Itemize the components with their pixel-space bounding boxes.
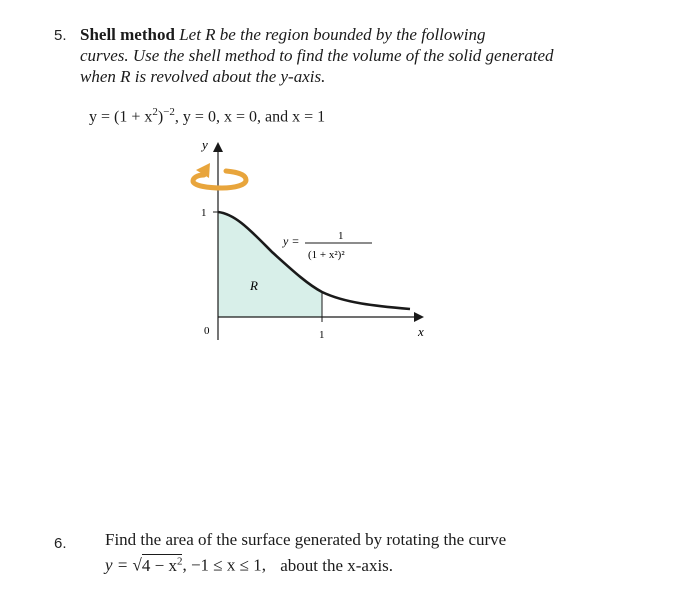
problem-5-number: 5. [54,27,67,44]
problem-6-line-1: Find the area of the surface generated by rotating the curve [105,530,507,549]
x-axis-label: x [418,324,424,339]
y-tick-label-1: 1 [201,207,207,219]
y-axis-arrow [213,142,223,152]
x-axis-arrow [414,312,424,322]
x-tick-label-1: 1 [319,329,325,341]
problem-6-domain: , −1 ≤ x ≤ 1, [182,555,266,575]
region-label: R [250,278,258,293]
curve-label-lhs: y = [283,234,300,248]
sqrt-exponent: 2 [176,555,183,567]
problem-6-eq-lhs: y = [105,555,133,575]
problem-6-number: 6. [54,535,67,552]
equation-part-c: , y = 0, x = 0, and x = 1 [174,108,326,126]
equation-exponent-1: 2 [152,106,158,118]
sqrt-body-text: 4 − x [141,555,177,575]
equation-exponent-2: −2 [163,106,175,118]
x-tick-label-0: 0 [204,325,210,337]
curve-label-numerator: 1 [338,230,344,242]
problem-5-title: Shell method [80,25,175,44]
problem-5-text-1: Let R be the region bounded by the following [179,25,486,44]
curve-label-denominator: (1 + x²)² [308,249,345,261]
problem-6-axis-text: about the x-axis. [280,555,394,575]
equation-part-a: y = (1 + x [89,108,153,126]
problem-6-line-2 [105,551,393,576]
problem-5-line-3: when R is revolved about the y-axis. [80,67,326,86]
sqrt-body [142,554,183,575]
rotation-arrow-icon [193,163,246,188]
sqrt-sign: √ [132,555,142,575]
region-r-fill [218,212,322,317]
equation-part-b: ) [157,108,164,126]
y-axis-label: y [202,137,208,152]
problem-5-line-2: curves. Use the shell method to find the volume of the solid generated [80,46,554,65]
